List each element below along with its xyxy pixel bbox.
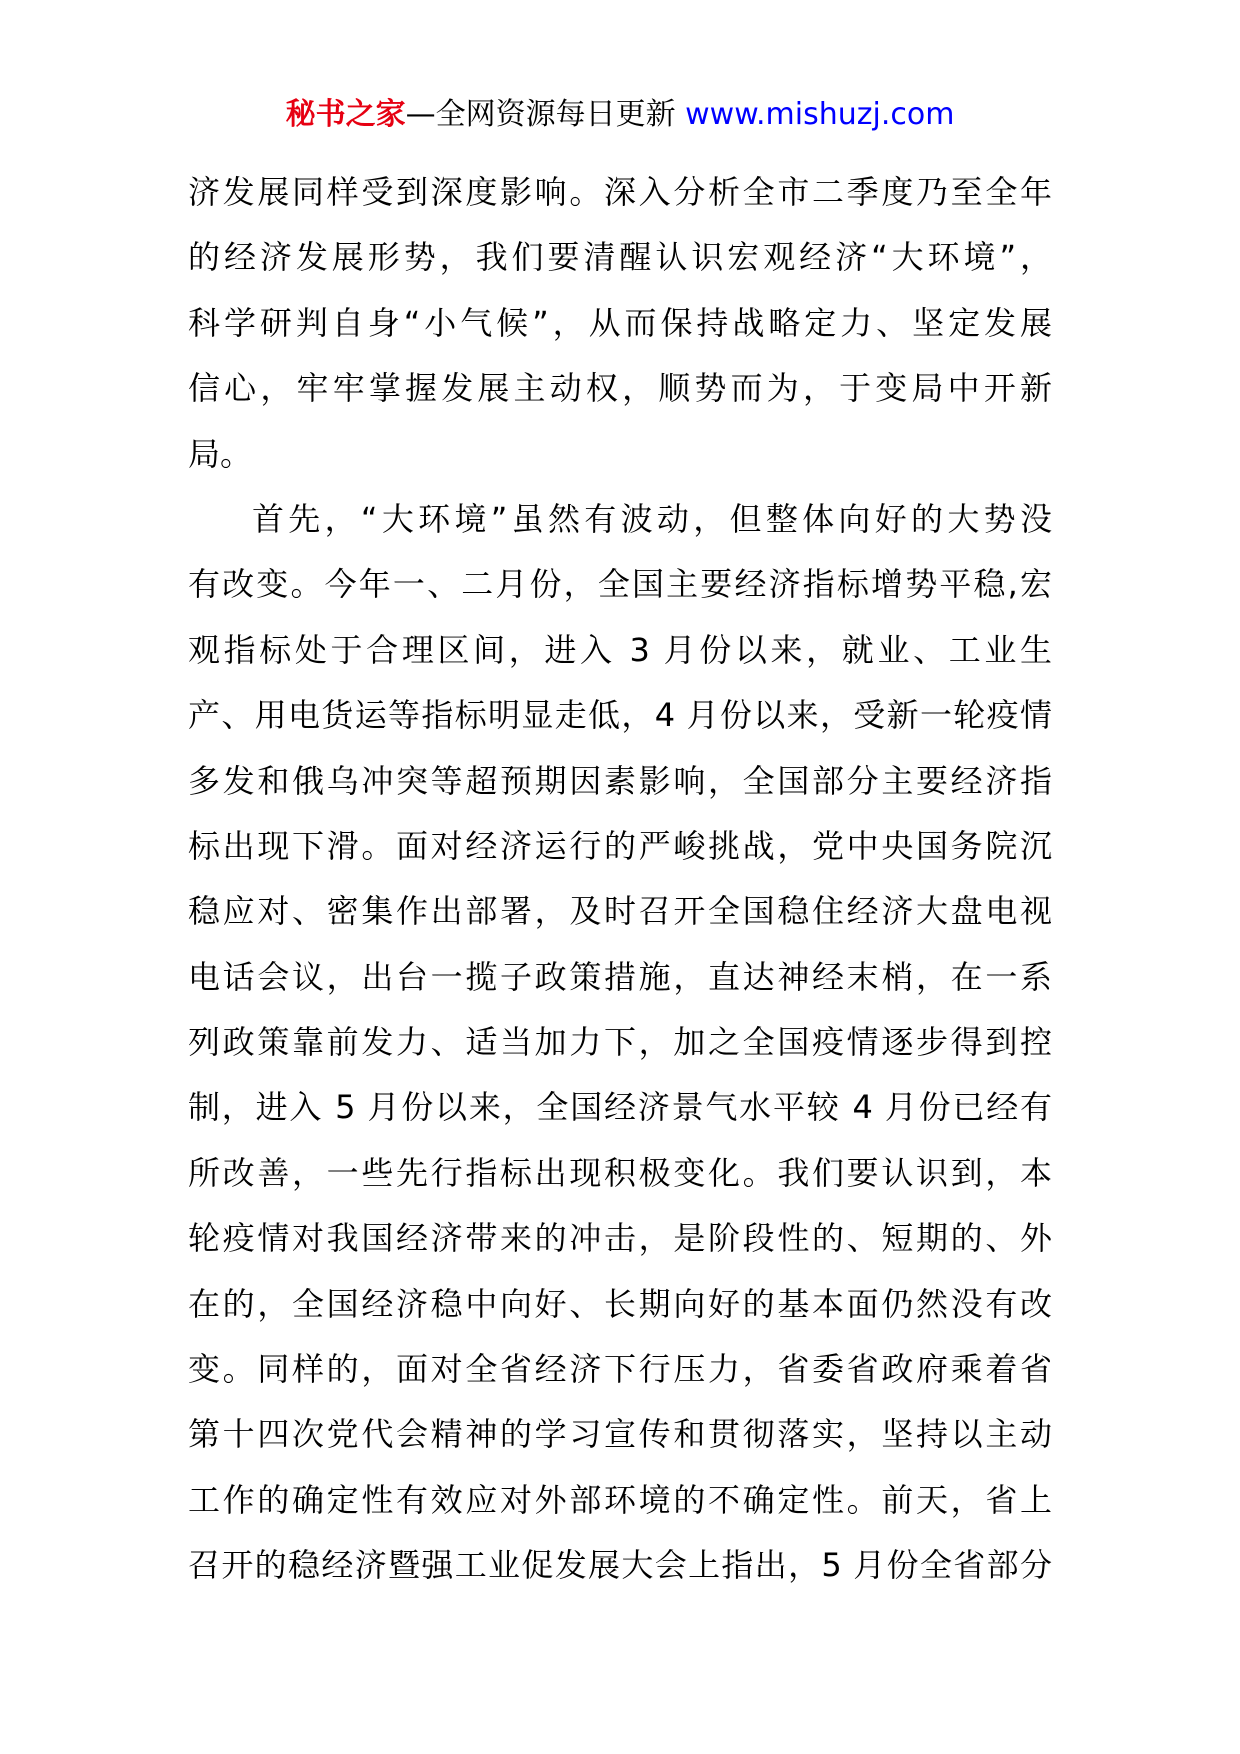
- text-line: 观指标处于合理区间，进入 3 月份以来，就业、工业生: [188, 630, 1052, 669]
- text-line: 第十四次党代会精神的学习宣传和贯彻落实，坚持以主动: [188, 1415, 1052, 1454]
- text-line: 召开的稳经济暨强工业促发展大会上指出，5 月份全省部分: [188, 1546, 1052, 1585]
- text-line: 变。同样的，面对全省经济下行压力，省委省政府乘着省: [188, 1350, 1052, 1389]
- text-line: 工作的确定性有效应对外部环境的不确定性。前天，省上: [188, 1480, 1052, 1519]
- text-line: 电话会议，出台一揽子政策措施，直达神经末梢，在一系: [188, 957, 1052, 996]
- page-header: [0, 92, 1240, 138]
- text-line: 稳应对、密集作出部署，及时召开全国稳住经济大盘电视: [188, 892, 1052, 931]
- text-line: 轮疫情对我国经济带来的冲击，是阶段性的、短期的、外: [188, 1219, 1052, 1258]
- text-line: 信心，牢牢掌握发展主动权，顺势而为，于变局中开新: [188, 369, 1052, 408]
- site-url-link[interactable]: www.mishuzj.com: [685, 97, 955, 132]
- text-line: 列政策靠前发力、适当加力下，加之全国疫情逐步得到控: [188, 1023, 1052, 1062]
- text-line: 多发和俄乌冲突等超预期因素影响，全国部分主要经济指: [188, 761, 1052, 800]
- header-tagline: —全网资源每日更新: [405, 97, 686, 132]
- text-line: 有改变。今年一、二月份，全国主要经济指标增势平稳,宏: [188, 565, 1052, 604]
- brand-name: 秘书之家: [285, 97, 406, 132]
- text-line: 科学研判自身“小气候”，从而保持战略定力、坚定发展: [188, 303, 1052, 342]
- text-line: 制，进入 5 月份以来，全国经济景气水平较 4 月份已经有: [188, 1088, 1052, 1127]
- text-line: 在的，全国经济稳中向好、长期向好的基本面仍然没有改: [188, 1284, 1052, 1323]
- text-line: 产、用电货运等指标明显走低，4 月份以来，受新一轮疫情: [188, 696, 1052, 735]
- paragraph-first-line: 首先，“大环境”虽然有波动，但整体向好的大势没: [252, 499, 1052, 538]
- text-line: 所改善，一些先行指标出现积极变化。我们要认识到，本: [188, 1153, 1052, 1192]
- text-line: 局。: [188, 434, 253, 473]
- text-line: 标出现下滑。面对经济运行的严峻挑战，党中央国务院沉: [188, 826, 1052, 865]
- text-line: 的经济发展形势，我们要清醒认识宏观经济“大环境”，: [188, 238, 1052, 277]
- document-body: [188, 160, 1052, 1599]
- text-line: 济发展同样受到深度影响。深入分析全市二季度乃至全年: [188, 173, 1052, 211]
